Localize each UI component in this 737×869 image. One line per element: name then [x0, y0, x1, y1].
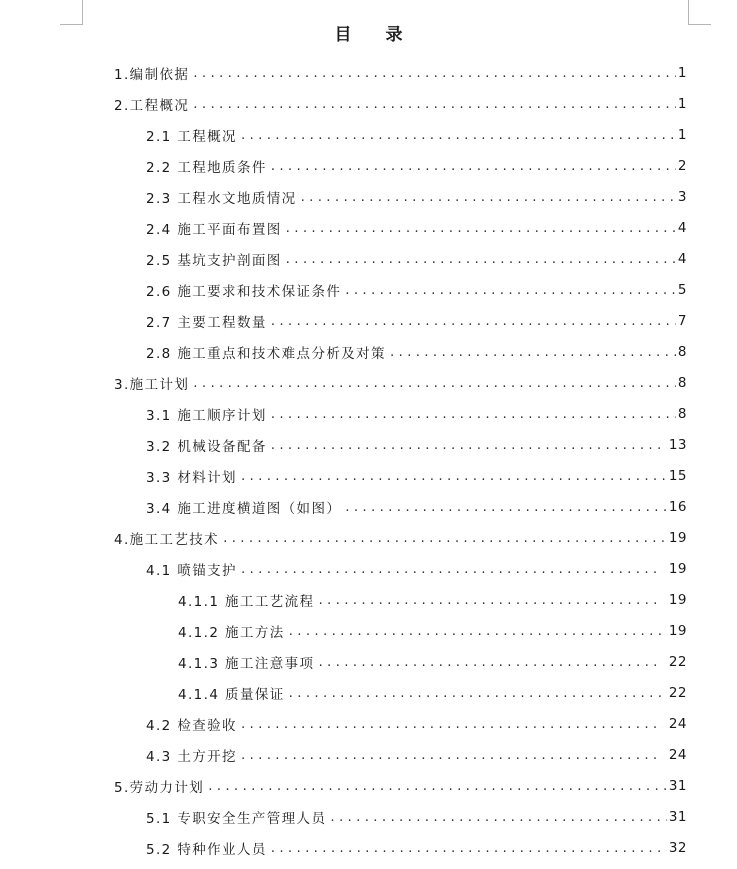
- toc-page-number: 1: [677, 95, 687, 112]
- toc-page-number-cell: [669, 685, 687, 701]
- toc-entry[interactable]: [0, 305, 737, 336]
- toc-dot-leader: [289, 685, 663, 701]
- toc-page-number-cell: [669, 623, 687, 639]
- toc-entry[interactable]: [0, 367, 737, 398]
- toc-entry[interactable]: [0, 212, 737, 243]
- toc-page-number: 16: [668, 498, 687, 515]
- toc-page-number: 15: [668, 467, 687, 484]
- toc-entry-title: 2.4 施工平面布置图: [146, 221, 282, 238]
- toc-dot-leader: [208, 778, 667, 794]
- toc-dot-leader: [271, 437, 667, 453]
- toc-page-number-cell: [669, 561, 687, 577]
- toc-dot-leader: [193, 65, 676, 81]
- toc-dot-leader: [271, 840, 667, 856]
- toc-entry-title: 4.1 喷锚支护: [146, 562, 237, 579]
- table-of-contents: [0, 57, 737, 863]
- toc-dot-leader: [271, 158, 676, 174]
- toc-page-number-cell: [669, 747, 687, 763]
- toc-entry[interactable]: [0, 336, 737, 367]
- toc-entry[interactable]: [0, 119, 737, 150]
- toc-entry[interactable]: [0, 832, 737, 863]
- toc-dot-leader: [271, 406, 676, 422]
- toc-entry-title: 4.1.2 施工方法: [178, 624, 285, 641]
- toc-page-number: 8: [677, 374, 687, 391]
- toc-page-number: 19: [668, 591, 687, 608]
- toc-entry-title: 2.7 主要工程数量: [146, 314, 267, 331]
- toc-entry[interactable]: [0, 553, 737, 584]
- toc-entry-title: 3.4 施工进度横道图（如图）: [146, 500, 342, 517]
- toc-entry-title: 5.劳动力计划: [114, 779, 205, 796]
- toc-page-number: 1: [677, 126, 687, 143]
- toc-page-number-cell: [669, 716, 687, 732]
- toc-page-number: 22: [668, 684, 687, 701]
- toc-page-number: 31: [668, 808, 687, 825]
- toc-entry-title: 2.工程概况: [114, 97, 190, 114]
- toc-dot-leader: [271, 313, 676, 329]
- toc-dot-leader: [318, 592, 663, 608]
- toc-entry[interactable]: [0, 274, 737, 305]
- toc-entry[interactable]: [0, 429, 737, 460]
- toc-entry[interactable]: [0, 646, 737, 677]
- toc-entry[interactable]: [0, 150, 737, 181]
- toc-page-number: 13: [668, 436, 687, 453]
- toc-entry[interactable]: [0, 584, 737, 615]
- toc-page-number: 19: [668, 560, 687, 577]
- toc-entry-title: 3.2 机械设备配备: [146, 438, 267, 455]
- toc-page-number: 7: [677, 312, 687, 329]
- toc-heading: 目 录: [334, 25, 417, 45]
- toc-entry-title: 2.5 基坑支护剖面图: [146, 252, 282, 269]
- toc-entry-title: 3.3 材料计划: [146, 469, 237, 486]
- toc-page-number: 19: [668, 529, 687, 546]
- toc-dot-leader: [286, 220, 676, 236]
- toc-entry-title: 4.1.4 质量保证: [178, 686, 285, 703]
- toc-entry[interactable]: [0, 770, 737, 801]
- toc-entry[interactable]: [0, 677, 737, 708]
- toc-page-number: 4: [677, 219, 687, 236]
- toc-entry[interactable]: [0, 460, 737, 491]
- toc-dot-leader: [241, 747, 663, 763]
- toc-dot-leader: [241, 716, 663, 732]
- toc-dot-leader: [390, 344, 676, 360]
- toc-dot-leader: [241, 468, 667, 484]
- toc-dot-leader: [193, 96, 676, 112]
- toc-page-number-cell: [669, 654, 687, 670]
- toc-dot-leader: [286, 251, 676, 267]
- toc-page-number: 8: [677, 405, 687, 422]
- toc-dot-leader: [241, 561, 663, 577]
- toc-entry-title: 3.施工计划: [114, 376, 190, 393]
- toc-entry-title: 2.6 施工要求和技术保证条件: [146, 283, 342, 300]
- toc-page-number: 19: [668, 622, 687, 639]
- toc-page-number: 5: [677, 281, 687, 298]
- toc-entry-title: 4.1.3 施工注意事项: [178, 655, 315, 672]
- toc-entry-title: 4.施工工艺技术: [114, 531, 220, 548]
- toc-dot-leader: [289, 623, 663, 639]
- toc-dot-leader: [193, 375, 676, 391]
- toc-entry-title: 2.3 工程水文地质情况: [146, 190, 297, 207]
- toc-entry[interactable]: [0, 615, 737, 646]
- toc-entry[interactable]: [0, 491, 737, 522]
- toc-page-number: 32: [668, 839, 687, 856]
- toc-page-number: 2: [677, 157, 687, 174]
- toc-entry-title: 2.8 施工重点和技术难点分析及对策: [146, 345, 386, 362]
- toc-page-number: 22: [668, 653, 687, 670]
- toc-dot-leader: [330, 809, 666, 825]
- toc-entry[interactable]: [0, 88, 737, 119]
- toc-dot-leader: [241, 127, 676, 143]
- toc-page-number: 8: [677, 343, 687, 360]
- toc-entry[interactable]: [0, 243, 737, 274]
- toc-entry-title: 1.编制依据: [114, 66, 190, 83]
- toc-entry[interactable]: [0, 181, 737, 212]
- toc-page-number: 24: [668, 715, 687, 732]
- toc-entry-title: 4.2 检查验收: [146, 717, 237, 734]
- toc-dot-leader: [318, 654, 663, 670]
- toc-page-number: 24: [668, 746, 687, 763]
- toc-entry[interactable]: [0, 57, 737, 88]
- toc-entry[interactable]: [0, 739, 737, 770]
- toc-dot-leader: [223, 530, 667, 546]
- toc-entry-title: 2.1 工程概况: [146, 128, 237, 145]
- toc-entry-title: 4.3 土方开挖: [146, 748, 237, 765]
- toc-page-number: 1: [677, 64, 687, 81]
- toc-page-number: 4: [677, 250, 687, 267]
- toc-entry[interactable]: [0, 801, 737, 832]
- toc-entry-title: 5.2 特种作业人员: [146, 841, 267, 858]
- toc-entry-title: 3.1 施工顺序计划: [146, 407, 267, 424]
- toc-dot-leader: [345, 499, 667, 515]
- toc-entry-title: 2.2 工程地质条件: [146, 159, 267, 176]
- toc-entry-title: 4.1.1 施工工艺流程: [178, 593, 315, 610]
- toc-dot-leader: [301, 189, 676, 205]
- toc-page-number-cell: [669, 592, 687, 608]
- toc-entry[interactable]: [0, 522, 737, 553]
- toc-entry[interactable]: [0, 398, 737, 429]
- toc-entry-title: 5.1 专职安全生产管理人员: [146, 810, 327, 827]
- toc-entry[interactable]: [0, 708, 737, 739]
- toc-dot-leader: [345, 282, 676, 298]
- toc-page-number: 3: [677, 188, 687, 205]
- toc-page-number: 31: [668, 777, 687, 794]
